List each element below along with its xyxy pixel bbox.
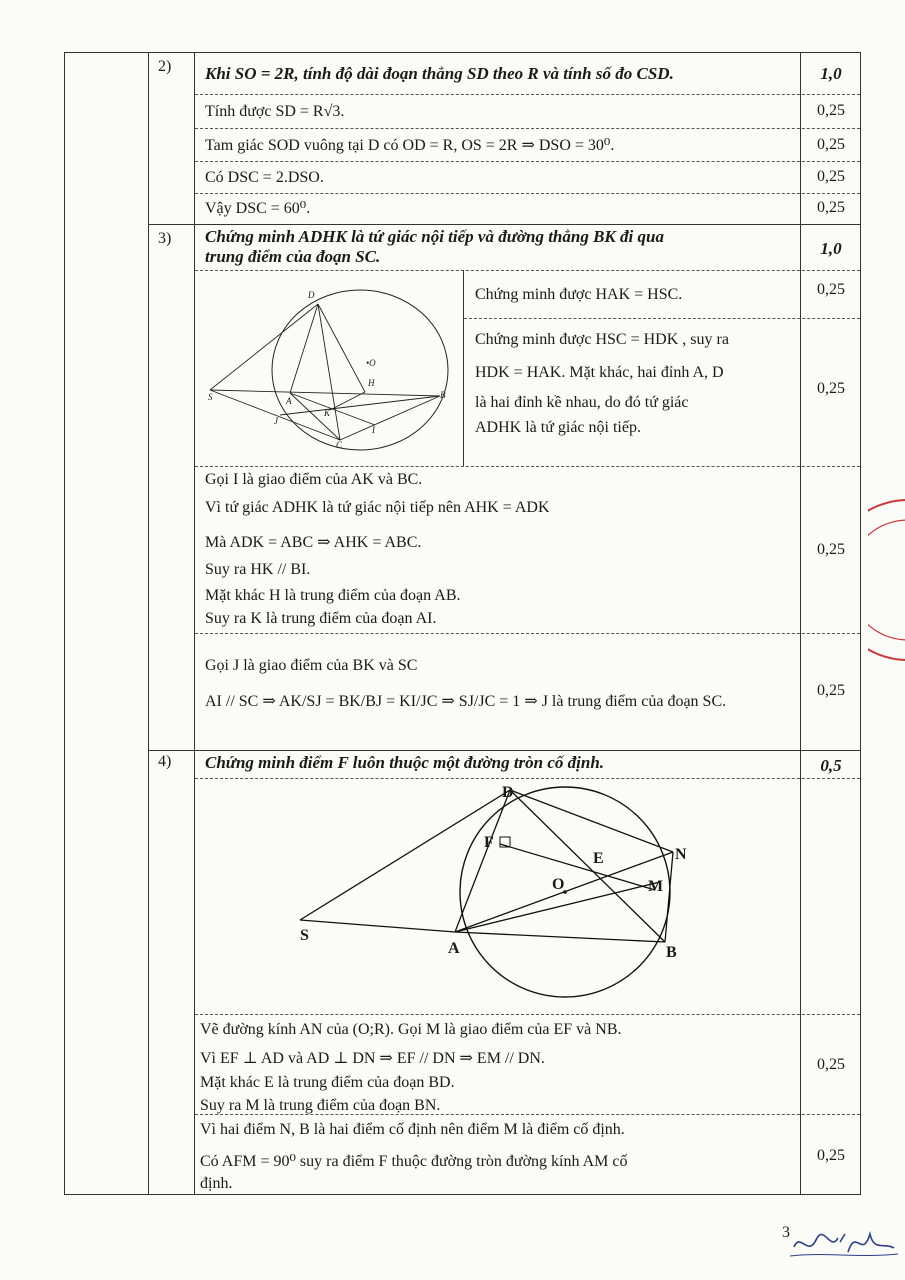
item-number: 3) bbox=[158, 230, 172, 247]
dashed-separator bbox=[195, 1014, 860, 1015]
answer-line: Suy ra M là trung điểm của đoạn BN. bbox=[200, 1097, 441, 1114]
answer-line: Vì EF ⊥ AD và AD ⊥ DN ⇒ EF // DN ⇒ EM // DN. bbox=[200, 1050, 545, 1067]
table-top-border bbox=[64, 52, 861, 53]
label-K: K bbox=[324, 408, 331, 418]
answer-line: AI // SC ⇒ AK/SJ = BK/BJ = KI/JC ⇒ SJ/JC = 1 ⇒ J là trung điểm của đoạn SC. bbox=[205, 693, 727, 710]
answer-line: Tam giác SOD vuông tại D có OD = R, OS = 2R ⇒ DSO = 30⁰. bbox=[205, 137, 615, 154]
answer-line: Chứng minh được HAK = HSC. bbox=[475, 286, 683, 303]
answer-line: Chứng minh được HSC = HDK , suy ra bbox=[475, 331, 729, 348]
label-D: D bbox=[308, 290, 315, 300]
stamp-fragment bbox=[868, 490, 905, 670]
answer-line: Mặt khác E là trung điểm của đoạn BD. bbox=[200, 1074, 455, 1091]
answer-line: Vì tứ giác ADHK là tứ giác nội tiếp nên AHK = ADK bbox=[205, 499, 550, 516]
label-A: A bbox=[448, 940, 460, 957]
label-N: N bbox=[675, 846, 687, 863]
item-score: 1,0 bbox=[820, 64, 842, 83]
item-number: 4) bbox=[158, 753, 172, 770]
dashed-separator bbox=[464, 318, 860, 319]
dashed-separator bbox=[195, 128, 860, 129]
dashed-separator bbox=[195, 193, 860, 194]
answer-line: Tính được SD = R√3. bbox=[205, 103, 345, 120]
geometry-figure-q4 bbox=[290, 782, 710, 1007]
line-score: 0,25 bbox=[817, 380, 845, 397]
dashed-separator bbox=[195, 94, 860, 95]
geometry-figure-q3 bbox=[200, 280, 460, 460]
label-I: I bbox=[372, 425, 375, 435]
label-B: B bbox=[440, 390, 446, 400]
answer-line: Vẽ đường kính AN của (O;R). Gọi M là giao điểm của EF và NB. bbox=[200, 1021, 622, 1038]
answer-line: Mà ADK = ABC ⇒ AHK = ABC. bbox=[205, 534, 422, 551]
answer-line: HDK = HAK. Mặt khác, hai đỉnh A, D bbox=[475, 364, 724, 381]
number-column-divider bbox=[148, 52, 149, 1194]
stamp-svg bbox=[868, 490, 905, 670]
item-score: 0,5 bbox=[820, 756, 842, 775]
label-C: C bbox=[336, 440, 343, 450]
label-O: O bbox=[552, 876, 565, 893]
dashed-separator bbox=[195, 270, 860, 271]
line-score: 0,25 bbox=[817, 102, 845, 119]
line-score: 0,25 bbox=[817, 1147, 845, 1164]
figure-svg bbox=[200, 280, 460, 460]
signature bbox=[790, 1222, 900, 1262]
line-score: 0,25 bbox=[817, 682, 845, 699]
item-title: Chứng minh ADHK là tứ giác nội tiếp và đường thẳng BK đi qua bbox=[205, 227, 664, 246]
answer-line: Vì hai điểm N, B là hai điểm cố định nên điểm M là điểm cố định. bbox=[200, 1121, 625, 1138]
row-separator bbox=[148, 224, 861, 225]
answer-line: Suy ra HK // BI. bbox=[205, 561, 311, 578]
dashed-separator bbox=[195, 161, 860, 162]
label-D: D bbox=[502, 784, 514, 801]
label-J: J bbox=[274, 416, 278, 426]
line-score: 0,25 bbox=[817, 281, 845, 298]
line-score: 0,25 bbox=[817, 541, 845, 558]
line-score: 0,25 bbox=[817, 199, 845, 216]
label-M: M bbox=[648, 878, 664, 895]
label-S: S bbox=[300, 927, 309, 944]
page-number: 3 bbox=[782, 1224, 790, 1241]
answer-line: là hai đỉnh kề nhau, do đó tứ giác bbox=[475, 394, 689, 411]
line-score: 0,25 bbox=[817, 1056, 845, 1073]
answer-line: định. bbox=[200, 1175, 233, 1192]
label-A: A bbox=[286, 396, 292, 406]
label-E: E bbox=[593, 850, 604, 867]
line-score: 0,25 bbox=[817, 168, 845, 185]
figure-svg bbox=[290, 782, 710, 1007]
row-separator bbox=[148, 750, 861, 751]
label-S: S bbox=[208, 392, 213, 402]
answer-line: Suy ra K là trung điểm của đoạn AI. bbox=[205, 610, 437, 627]
table-left-border bbox=[64, 52, 65, 1194]
answer-line: Có AFM = 90⁰ suy ra điểm F thuộc đường tròn đường kính AM cố bbox=[200, 1153, 628, 1170]
label-B: B bbox=[666, 944, 677, 961]
dashed-separator bbox=[195, 633, 860, 634]
dashed-separator bbox=[195, 778, 860, 779]
label-O: •O bbox=[366, 358, 376, 368]
answer-line: Gọi I là giao điểm của AK và BC. bbox=[205, 471, 423, 488]
item-title: Chứng minh điểm F luôn thuộc một đường tròn cố định. bbox=[205, 753, 605, 772]
answer-line: Gọi J là giao điểm của BK và SC bbox=[205, 657, 418, 674]
answer-line: Vậy DSC = 60⁰. bbox=[205, 200, 311, 217]
answer-line: ADHK là tứ giác nội tiếp. bbox=[475, 419, 641, 436]
label-H: H bbox=[368, 378, 375, 388]
item-score: 1,0 bbox=[820, 239, 842, 258]
table-bottom-border bbox=[64, 1194, 861, 1195]
item-title: trung điểm của đoạn SC. bbox=[205, 247, 381, 266]
figure-text-divider bbox=[463, 270, 464, 466]
label-F: F bbox=[484, 834, 494, 851]
dashed-separator bbox=[195, 466, 860, 467]
line-score: 0,25 bbox=[817, 136, 845, 153]
item-title: Khi SO = 2R, tính độ dài đoạn thẳng SD theo R và tính số đo CSD. bbox=[205, 64, 674, 83]
signature-svg bbox=[790, 1222, 900, 1262]
answer-line: Mặt khác H là trung điểm của đoạn AB. bbox=[205, 587, 461, 604]
item-number: 2) bbox=[158, 58, 172, 75]
answer-line: Có DSC = 2.DSO. bbox=[205, 169, 324, 186]
